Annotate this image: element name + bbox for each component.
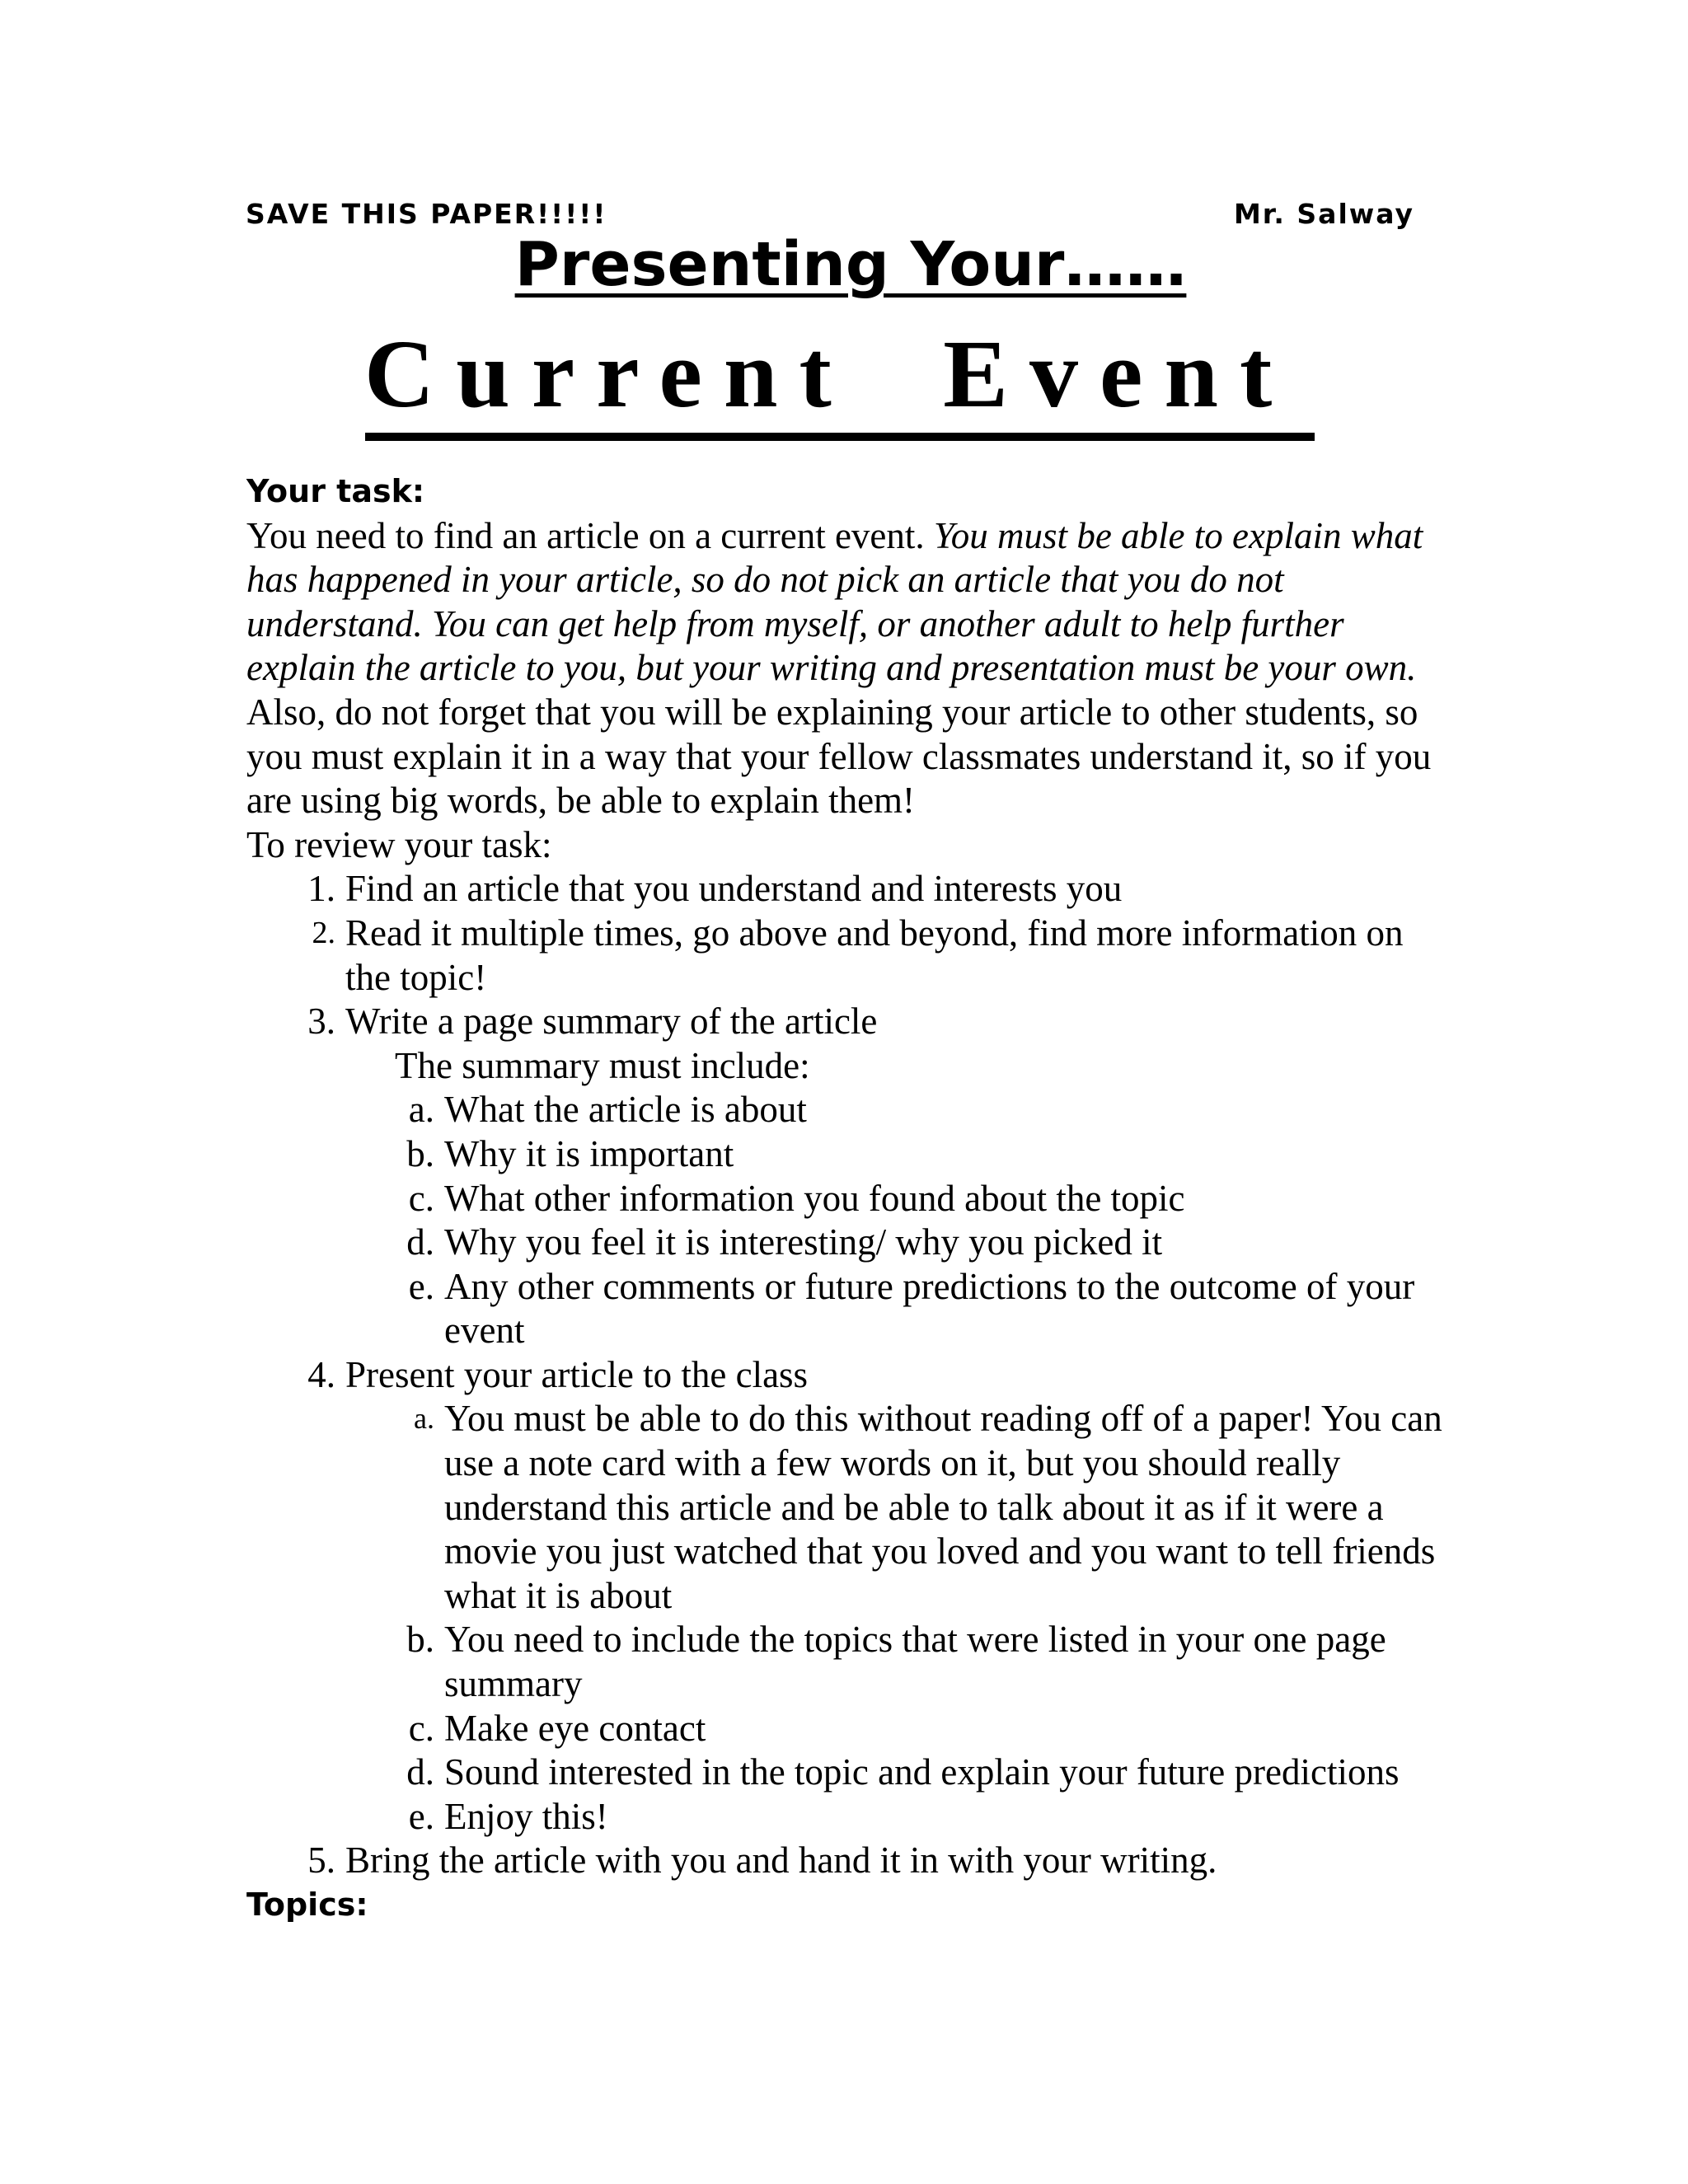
list-item xyxy=(246,912,1450,1000)
step-number: 4. xyxy=(307,1353,335,1395)
step-number: 2. xyxy=(312,915,335,950)
sub-letter: b. xyxy=(406,1132,434,1174)
list-item xyxy=(345,1221,1450,1265)
sub-text: Sound interested in the topic and explain your future predictions xyxy=(444,1751,1400,1793)
list-item xyxy=(345,1177,1450,1221)
sub-text: You need to include the topics that were listed in your one page summary xyxy=(444,1619,1386,1705)
task-intro-paragraph xyxy=(246,514,1450,823)
sub-text: Any other comments or future predictions to the outcome of your event xyxy=(444,1265,1415,1352)
sub-text: What the article is about xyxy=(444,1089,807,1131)
sub-text: Enjoy this! xyxy=(444,1795,608,1837)
sub-text: Why it is important xyxy=(444,1132,734,1174)
list-item xyxy=(246,867,1450,912)
title-presenting: Presenting Your…… xyxy=(514,229,1187,300)
sub-letter: c. xyxy=(408,1177,434,1219)
summary-intro: The summary must include: xyxy=(395,1044,810,1086)
task-steps-list xyxy=(246,867,1450,1883)
summary-requirements-list xyxy=(345,1088,1450,1353)
list-item xyxy=(345,1707,1450,1751)
list-item xyxy=(345,1265,1450,1353)
your-task-heading: Your task: xyxy=(246,473,425,509)
sub-letter: c. xyxy=(408,1707,434,1749)
task-intro-italic: You must be able to explain what has happened in your article, so do not pick an article that you do not understand. You can get help from myself, or another adult to help further explain the article to you, but your writing and presentation must be your own. xyxy=(246,514,1423,689)
sub-text: You must be able to do this without reading off of a paper! You can use a note card with a few words on it, but you should really understand this article and be able to talk about it as if it were a movie you just watched that you loved and you want to tell friends what it is about xyxy=(444,1398,1442,1616)
sub-text: Why you feel it is interesting/ why you picked it xyxy=(444,1221,1163,1263)
step-text: Write a page summary of the article xyxy=(345,1001,878,1043)
sub-text: Make eye contact xyxy=(444,1707,706,1749)
list-item xyxy=(345,1795,1450,1840)
sub-letter: e. xyxy=(408,1265,434,1307)
list-item xyxy=(345,1132,1450,1177)
presentation-requirements-list xyxy=(345,1397,1450,1839)
teacher-name: Mr. Salway xyxy=(1233,198,1414,230)
topics-heading: Topics: xyxy=(246,1886,368,1923)
sub-letter: b. xyxy=(406,1619,434,1661)
list-item xyxy=(345,1618,1450,1706)
list-item xyxy=(246,1839,1450,1883)
list-item xyxy=(246,1353,1450,1840)
step-number: 3. xyxy=(307,1001,335,1043)
list-item xyxy=(246,1000,1450,1353)
step-number: 1. xyxy=(307,868,335,910)
step-number: 5. xyxy=(307,1840,335,1882)
step-text: Read it multiple times, go above and beyond, find more information on the topic! xyxy=(345,912,1404,998)
sub-letter: d. xyxy=(406,1751,434,1793)
list-item xyxy=(345,1750,1450,1795)
list-item xyxy=(345,1088,1450,1132)
title-current-event: Current Event xyxy=(364,320,1294,428)
step-text: Present your article to the class xyxy=(345,1353,809,1395)
title-underline-rule xyxy=(365,433,1315,441)
sub-letter: e. xyxy=(408,1795,434,1837)
document-body xyxy=(246,470,1450,1928)
step-text: Find an article that you understand and interests you xyxy=(345,868,1123,910)
sub-letter: a. xyxy=(414,1402,434,1436)
step-text: Bring the article with you and hand it in with your writing. xyxy=(345,1840,1217,1882)
review-label: To review your task: xyxy=(246,823,552,865)
task-intro-plain: You need to find an article on a current event. xyxy=(246,514,934,556)
sub-text: What other information you found about the topic xyxy=(444,1177,1185,1219)
task-intro-rest: Also, do not forget that you will be explaining your article to other students, so you must explain it in a way that your fellow classmates understand it, so if you are using big words, be able to explain them! xyxy=(246,691,1432,822)
sub-letter: a. xyxy=(408,1089,434,1131)
sub-letter: d. xyxy=(406,1221,434,1263)
list-item xyxy=(345,1397,1450,1618)
save-notice: SAVE THIS PAPER!!!!! xyxy=(246,198,607,230)
